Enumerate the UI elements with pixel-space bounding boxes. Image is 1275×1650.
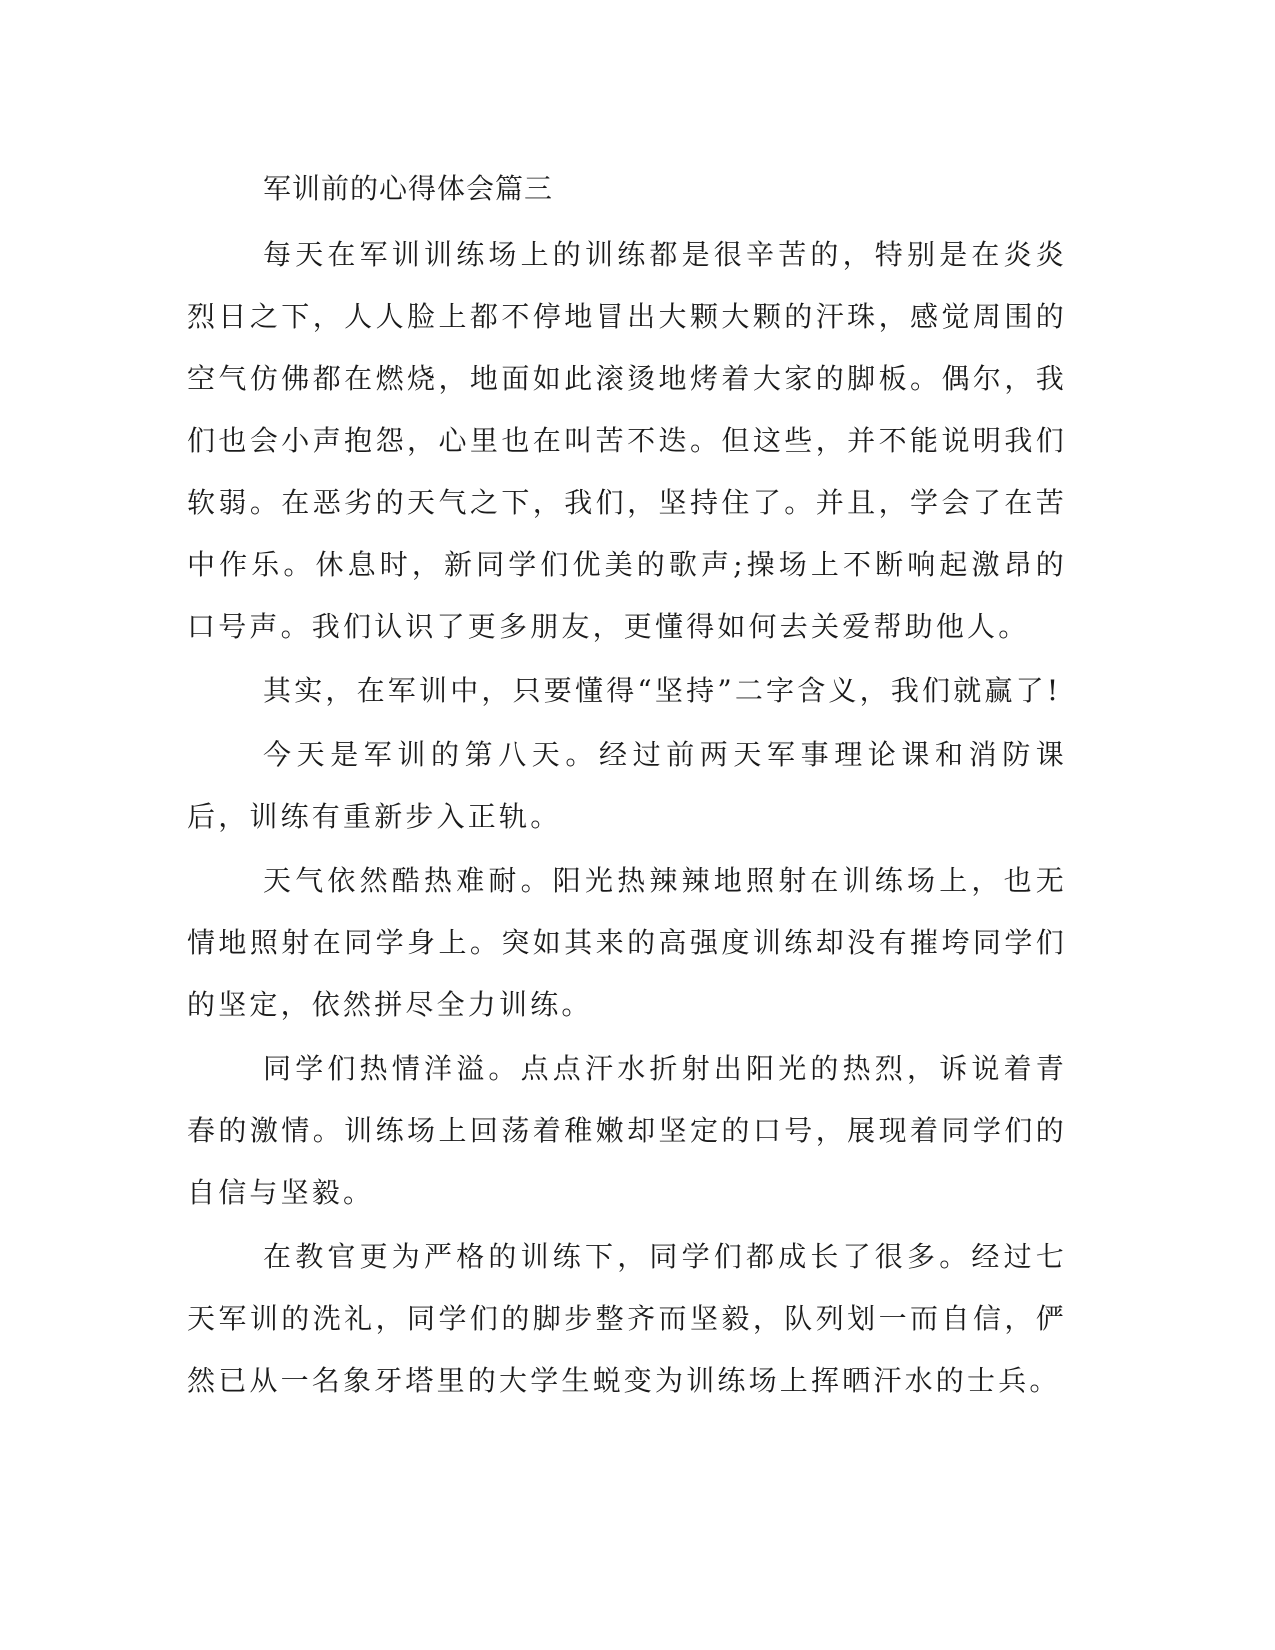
paragraph-4: 天气依然酷热难耐。阳光热辣辣地照射在训练场上，也无情地照射在同学身上。突如其来的高强度训练却没有摧垮同学们的坚定，依然拼尽全力训练。 [187, 864, 1067, 1021]
paragraph-5: 同学们热情洋溢。点点汗水折射出阳光的热烈，诉说着青春的激情。训练场上回荡着稚嫩却坚定的口号，展现着同学们的自信与坚毅。 [187, 1052, 1067, 1209]
paragraph-6: 在教官更为严格的训练下，同学们都成长了很多。经过七天军训的洗礼，同学们的脚步整齐而坚毅，队列划一而自信，俨然已从一名象牙塔里的大学生蜕变为训练场上挥晒汗水的士兵。 [187, 1240, 1067, 1397]
paragraph-1: 每天在军训训练场上的训练都是很辛苦的，特别是在炎炎烈日之下，人人脸上都不停地冒出大颗大颗的汗珠，感觉周围的空气仿佛都在燃烧，地面如此滚烫地烤着大家的脚板。偶尔，我们也会小声抱怨，心里也在叫苦不迭。但这些，并不能说明我们软弱。在恶劣的天气之下，我们，坚持住了。并且，学会了在苦中作乐。休息时，新同学们优美的歌声;操场上不断响起激昂的口号声。我们认识了更多朋友，更懂得如何去关爱帮助他人。 [187, 238, 1067, 643]
paragraph-3: 今天是军训的第八天。经过前两天军事理论课和消防课后，训练有重新步入正轨。 [187, 738, 1067, 833]
document-body [187, 160, 1067, 1414]
paragraph-2: 其实，在军训中，只要懂得“坚持”二字含义，我们就赢了! [263, 674, 1062, 707]
document-title: 军训前的心得体会篇三 [263, 172, 554, 205]
